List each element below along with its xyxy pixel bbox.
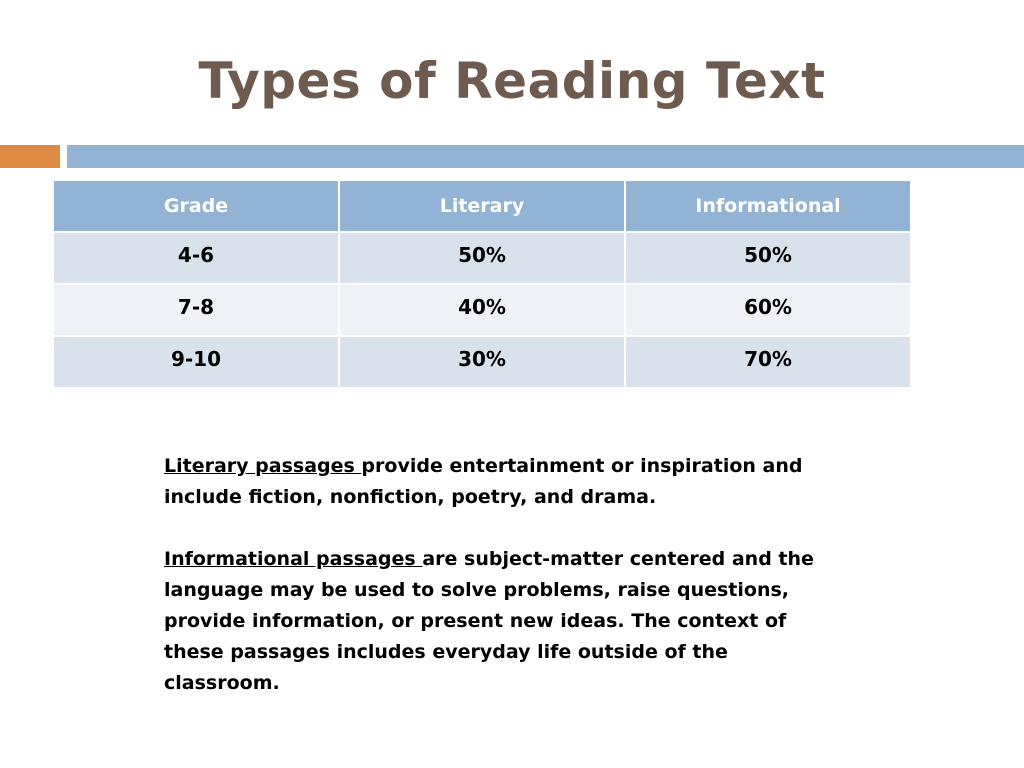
table-row [53, 284, 911, 336]
cell-informational: 50% [625, 232, 911, 284]
informational-paragraph [164, 544, 824, 699]
column-header-grade: Grade [53, 180, 339, 232]
cell-literary: 50% [339, 232, 625, 284]
column-header-literary: Literary [339, 180, 625, 232]
cell-grade: 7-8 [53, 284, 339, 336]
informational-description: are subject-matter centered and the language may be used to solve problems, raise questions, provide information, or present new ideas. The context of these passages includes everyday life outside of the classroom. [164, 548, 814, 694]
cell-literary: 40% [339, 284, 625, 336]
cell-grade: 4-6 [53, 232, 339, 284]
accent-bar-orange [0, 145, 60, 168]
slide-title: Types of Reading Text [198, 52, 826, 110]
cell-literary: 30% [339, 336, 625, 388]
cell-informational: 70% [625, 336, 911, 388]
table-row [53, 232, 911, 284]
cell-informational: 60% [625, 284, 911, 336]
description-text [164, 451, 824, 699]
column-header-informational: Informational [625, 180, 911, 232]
informational-term: Informational passages [164, 548, 423, 570]
table-header-row [53, 180, 911, 232]
reading-text-table [52, 179, 912, 389]
table-row [53, 336, 911, 388]
literary-description: provide entertainment or inspiration and include fiction, nonfiction, poetry, and drama. [164, 455, 803, 508]
literary-term: Literary passages [164, 455, 362, 477]
accent-bar-blue [67, 145, 1024, 168]
literary-paragraph [164, 451, 824, 513]
cell-grade: 9-10 [53, 336, 339, 388]
